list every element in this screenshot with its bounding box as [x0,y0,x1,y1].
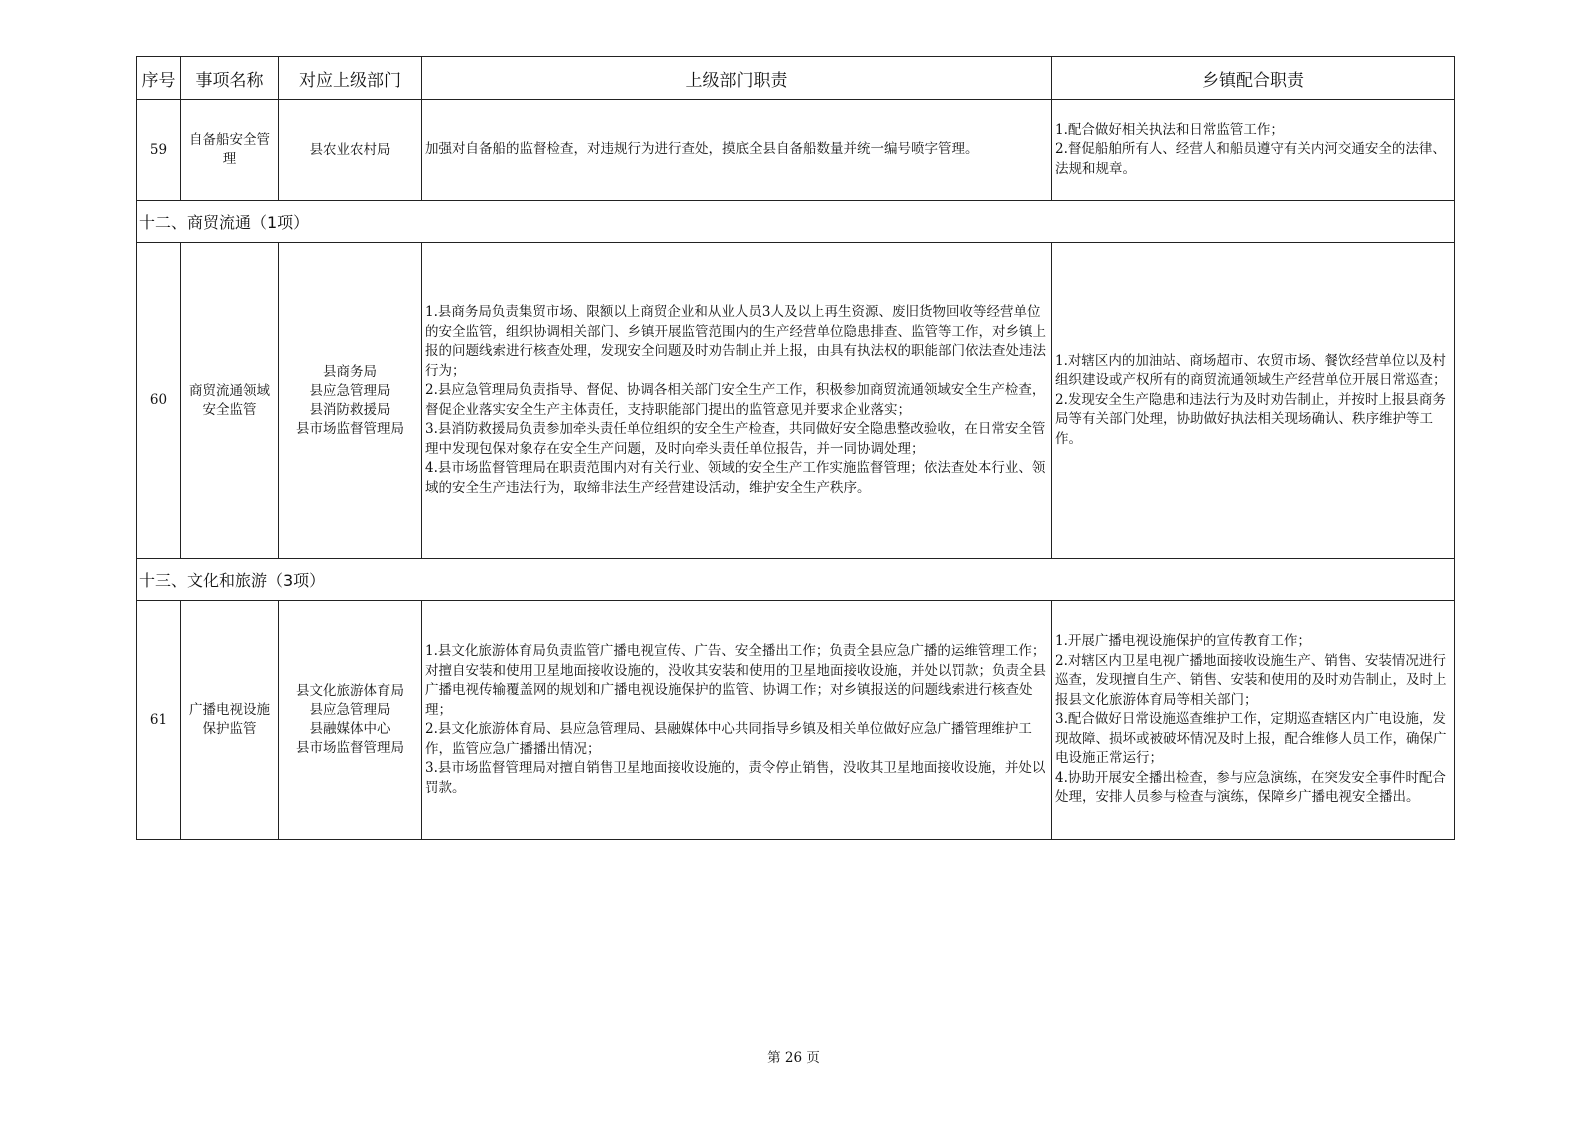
row-dept [279,100,422,201]
duty-line: 1.县商务局负责集贸市场、限额以上商贸企业和从业人员3人及以上再生资源、废旧货物回收等经营单位的安全监管，组织协调相关部门、乡镇开展监管范围内的生产经营单位隐患排查、监管等工作，对乡镇上报的问题线索进行核查处理，发现安全问题及时劝告制止并上报，由具有执法权的职能部门依法查处违法行为； [425,304,1046,379]
duty-line: 2.督促船舶所有人、经营人和船员遵守有关内河交通安全的法律、法规和规章。 [1055,141,1446,177]
row-upper-duty [422,601,1052,840]
dept-line: 县市场监督管理局 [296,740,404,756]
duty-line: 1.配合做好相关执法和日常监管工作； [1055,121,1284,138]
duty-line: 加强对自备船的监督检查，对违规行为进行查处，摸底全县自备船数量并统一编号喷字管理。 [425,141,979,158]
duty-line: 1.县文化旅游体育局负责监管广播电视宣传、广告、安全播出工作；负责全县应急广播的运维管理工作；对擅自安装和使用卫星地面接收设施的，没收其安装和使用的卫星地面接收设施，并处以罚款；负责全县广播电视传输覆盖网的规划和广播电视设施保护的监管、协调工作；对乡镇报送的问题线索进行核查处理； [425,643,1046,718]
row-town-duty [1052,100,1455,201]
row-town-duty [1052,243,1455,559]
row-dept [279,601,422,840]
duty-line: 2.县文化旅游体育局、县应急管理局、县融媒体中心共同指导乡镇及相关单位做好应急广播管理维护工作，监管应急广播播出情况； [425,721,1032,757]
row-item: 广播电视设施保护监管 [181,601,279,840]
dept-line: 县文化旅游体育局 [296,683,404,699]
row-no: 60 [137,243,181,559]
header-upper-duty: 上级部门职责 [422,57,1052,100]
duty-line: 3.县消防救援局负责参加牵头责任单位组织的安全生产检查，共同做好安全隐患整改验收，在日常安全管理中发现包保对象存在安全生产问题，及时向牵头责任单位报告，并一同协调处理； [425,421,1046,457]
duty-line: 4.县市场监督管理局在职责范围内对有关行业、领域的安全生产工作实施监督管理；依法查处本行业、领域的安全生产违法行为，取缔非法生产经营建设活动，维护安全生产秩序。 [425,460,1046,496]
dept-line: 县农业农村局 [309,141,391,158]
dept-line: 县商务局 [323,363,377,380]
duty-line: 2.县应急管理局负责指导、督促、协调各相关部门安全生产工作，积极参加商贸流通领域安全生产检查，督促企业落实安全生产主体责任，支持职能部门提出的监管意见并要求企业落实； [425,382,1046,418]
section-row [137,201,1455,243]
table-header-row [137,57,1455,100]
row-town-duty [1052,601,1455,840]
section-row [137,559,1455,601]
dept-line: 县应急管理局 [309,382,391,399]
dept-line: 县消防救援局 [309,401,391,418]
duty-line: 3.配合做好日常设施巡查维护工作，定期巡查辖区内广电设施，发现故障、损坏或被破坏情况及时上报，配合维修人员工作，确保广电设施正常运行； [1055,711,1447,767]
row-item: 自备船安全管理 [181,100,279,201]
table-row [137,243,1455,559]
row-upper-duty [422,100,1052,201]
row-dept [279,243,422,559]
header-item: 事项名称 [181,57,279,100]
dept-line: 县应急管理局 [309,702,391,718]
table-row [137,601,1455,840]
table-row [137,100,1455,201]
dept-line: 县市场监督管理局 [296,420,404,437]
section-title: 十三、文化和旅游（3项） [137,559,1455,601]
header-no: 序号 [137,57,181,100]
duty-line: 2.对辖区内卫星电视广播地面接收设施生产、销售、安装情况进行巡查，发现擅自生产、销售、安装和使用的及时劝告制止，及时上报县文化旅游体育局等相关部门； [1055,652,1447,708]
page-number: 第 26 页 [767,1050,820,1066]
duty-line: 3.县市场监督管理局对擅自销售卫星地面接收设施的，责令停止销售，没收其卫星地面接收设施，并处以罚款。 [425,760,1046,796]
header-town-duty: 乡镇配合职责 [1052,57,1455,100]
duty-line: 1.对辖区内的加油站、商场超市、农贸市场、餐饮经营单位以及村组织建设或产权所有的商贸流通领域生产经营单位开展日常巡查； [1055,352,1447,389]
duty-line: 4.协助开展安全播出检查，参与应急演练，在突发安全事件时配合处理，安排人员参与检查与演练，保障乡广播电视安全播出。 [1055,769,1446,806]
row-item: 商贸流通领域安全监管 [181,243,279,559]
duty-line: 2.发现安全生产隐患和违法行为及时劝告制止，并按时上报县商务局等有关部门处理，协助做好执法相关现场确认、秩序维护等工作。 [1055,391,1446,447]
duty-table [136,56,1455,840]
row-no: 61 [137,601,181,840]
header-dept: 对应上级部门 [279,57,422,100]
duty-line: 1.开展广播电视设施保护的宣传教育工作； [1055,633,1311,650]
row-upper-duty [422,243,1052,559]
row-no: 59 [137,100,181,201]
section-title: 十二、商贸流通（1项） [137,201,1455,243]
dept-line: 县融媒体中心 [309,721,391,737]
